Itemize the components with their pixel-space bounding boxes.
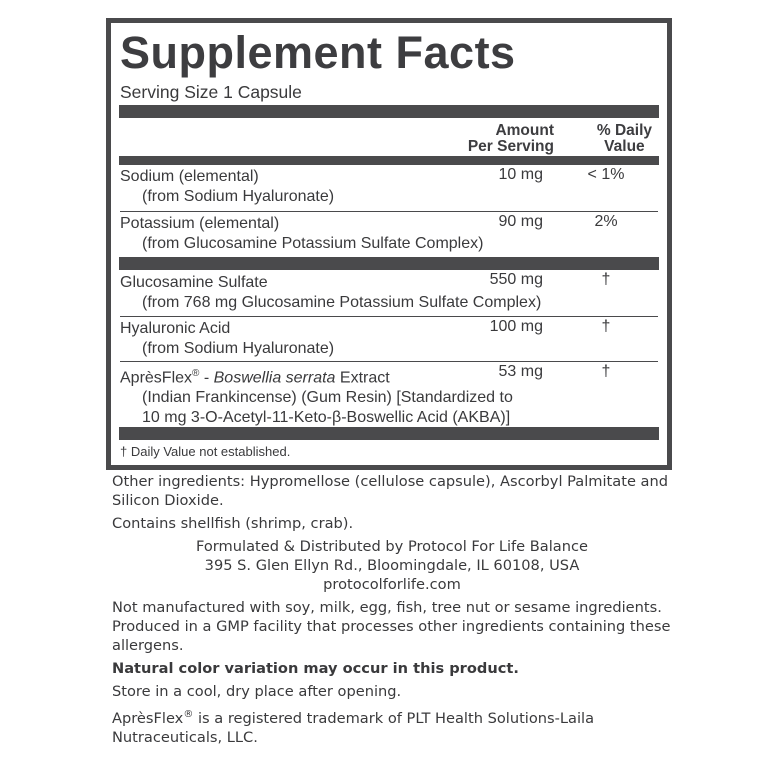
divider-medium xyxy=(119,156,659,165)
nutrient-name: Glucosamine Sulfate xyxy=(120,274,268,291)
nutrient-name: Hyaluronic Acid xyxy=(120,320,231,337)
nutrient-row-potassium xyxy=(120,211,658,257)
nutrient-source: 10 mg 3-O-Acetyl-11-Keto-β-Boswellic Acid (AKBA)] xyxy=(142,409,511,427)
nutrient-row-hyaluronic xyxy=(120,316,658,361)
nutrient-amount: 100 mg xyxy=(489,318,543,335)
nutrient-dv: † xyxy=(601,318,611,335)
serving-size: Serving Size 1 Capsule xyxy=(120,82,302,102)
nutrient-dv: < 1% xyxy=(587,166,625,183)
nutrient-source: (from Sodium Hyaluronate) xyxy=(142,188,335,205)
nutrient-dv: † xyxy=(601,363,611,380)
nutrient-amount: 90 mg xyxy=(498,213,543,230)
allergen-statement: Contains shellfish (shrimp, crab). xyxy=(112,515,354,532)
label-text xyxy=(112,472,672,751)
amount-header: Amount Per Serving xyxy=(467,122,554,155)
nutrient-name: AprèsFlex® - Boswellia serrata Extract xyxy=(120,368,390,387)
allergen-free-statement: Not manufactured with soy, milk, egg, fish, tree nut or sesame ingredients. Produced in a GMP facility that processes other ingredients containing these allergens. xyxy=(112,599,671,654)
nutrient-source: (Indian Frankincense) (Gum Resin) [Standardized to xyxy=(142,389,513,407)
other-ingredients: Other ingredients: Hypromellose (cellulose capsule), Ascorbyl Palmitate and Silicon Dioxide. xyxy=(112,473,669,509)
nutrient-row-sodium xyxy=(120,165,658,211)
divider-thick xyxy=(119,105,659,118)
footnote: † Daily Value not established. xyxy=(120,444,291,459)
divider-thick xyxy=(119,257,659,270)
trademark-notice: AprèsFlex® is a registered trademark of PLT Health Solutions-Laila Nutraceuticals, LLC. xyxy=(112,709,595,746)
nutrient-row-apresflex xyxy=(120,361,658,427)
distributor-info: Formulated & Distributed by Protocol For Life Balance 395 S. Glen Ellyn Rd., Bloomingdale, IL 60108, USA protocolforlife.com xyxy=(112,537,672,594)
nutrient-source: (from Sodium Hyaluronate) xyxy=(142,340,335,357)
nutrient-row-glucosamine xyxy=(120,270,658,316)
storage-instructions: Store in a cool, dry place after opening. xyxy=(112,683,402,700)
supplement-facts-panel xyxy=(106,18,672,470)
nutrient-dv: † xyxy=(601,271,611,288)
website: protocolforlife.com xyxy=(323,576,461,593)
divider-thick xyxy=(119,427,659,440)
color-variation-note: Natural color variation may occur in this product. xyxy=(112,660,519,677)
nutrient-amount: 550 mg xyxy=(489,271,543,288)
nutrient-name: Sodium (elemental) xyxy=(120,168,259,185)
column-header xyxy=(120,118,658,156)
daily-value-header: % Daily Value xyxy=(596,122,652,155)
panel-title: Supplement Facts xyxy=(120,27,516,78)
nutrient-name: Potassium (elemental) xyxy=(120,215,280,232)
nutrient-amount: 53 mg xyxy=(498,363,543,380)
nutrient-source: (from Glucosamine Potassium Sulfate Complex) xyxy=(142,235,484,252)
nutrient-source: (from 768 mg Glucosamine Potassium Sulfate Complex) xyxy=(142,294,542,311)
nutrient-amount: 10 mg xyxy=(498,166,543,183)
nutrient-dv: 2% xyxy=(594,213,618,230)
